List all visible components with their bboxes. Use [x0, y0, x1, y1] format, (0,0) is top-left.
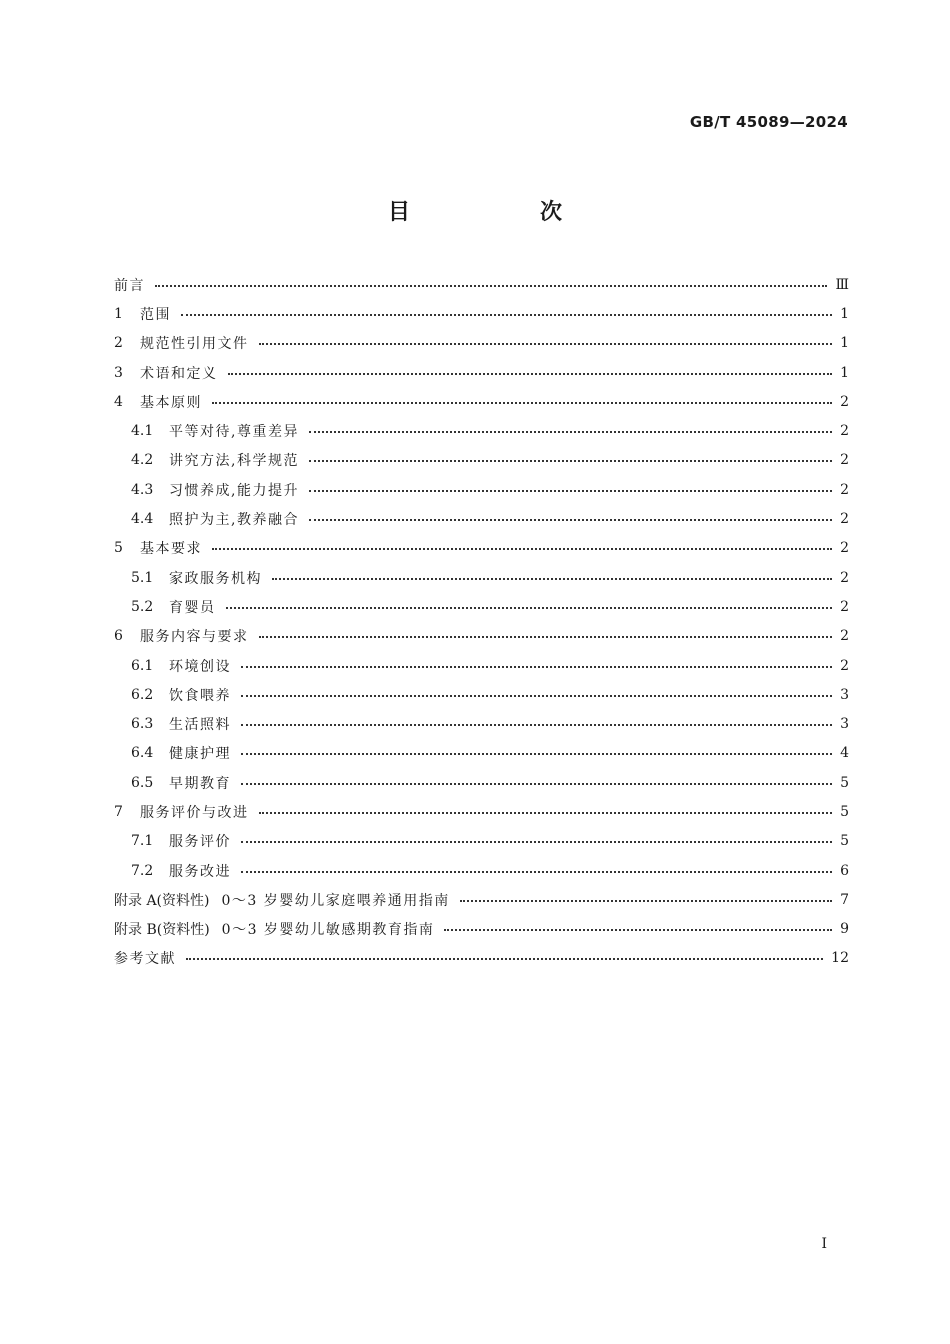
toc-entry-page: 2: [840, 540, 849, 557]
toc-entry-number: 6.3: [131, 716, 154, 733]
toc-dot-leader: [241, 841, 832, 843]
toc-dot-leader: [259, 343, 833, 345]
toc-entry-title: 基本要求: [140, 541, 202, 558]
toc-entry[interactable]: [114, 446, 849, 475]
toc-entry[interactable]: [114, 651, 849, 680]
toc-entry-number: 5: [114, 540, 123, 557]
toc-dot-leader: [444, 929, 832, 931]
toc-entry[interactable]: [114, 856, 849, 885]
toc-entry-page: 2: [840, 657, 849, 674]
toc-entry-title: 讲究方法,科学规范: [169, 453, 299, 470]
toc-dot-leader: [241, 666, 832, 668]
toc-entry-page: Ⅲ: [835, 276, 849, 293]
toc-dot-leader: [155, 285, 827, 287]
toc-entry-number: 6.5: [131, 774, 154, 791]
toc-entry[interactable]: [114, 563, 849, 592]
toc-dot-leader: [241, 871, 832, 873]
toc-entry[interactable]: [114, 885, 849, 914]
toc-entry[interactable]: [114, 534, 849, 563]
toc-dot-leader: [186, 958, 823, 960]
toc-dot-leader: [226, 607, 833, 609]
toc-dot-leader: [241, 695, 832, 697]
toc-entry-title: 育婴员: [169, 599, 216, 616]
toc-entry-title: 家政服务机构: [169, 570, 262, 587]
toc-entry[interactable]: [114, 358, 849, 387]
toc-entry-number: 6: [114, 628, 123, 645]
toc-entry[interactable]: [114, 592, 849, 621]
toc-entry-number: 1: [114, 305, 123, 322]
toc-entry-number: 7.1: [131, 833, 154, 850]
toc-dot-leader: [212, 402, 832, 404]
toc-entry-number: 4.2: [131, 452, 154, 469]
toc-entry-title: 饮食喂养: [169, 687, 231, 704]
toc-entry-number: 6.2: [131, 686, 154, 703]
toc-entry-page: 7: [840, 891, 849, 908]
toc-entry-page: 4: [840, 745, 849, 762]
toc-entry-title: 服务改进: [169, 863, 231, 880]
page-number: I: [821, 1236, 827, 1252]
toc-entry-page: 5: [840, 803, 849, 820]
toc-dot-leader: [259, 636, 833, 638]
toc-entry-page: 5: [840, 833, 849, 850]
toc-entry-page: 2: [840, 628, 849, 645]
toc-entry-number: 5.1: [131, 569, 154, 586]
toc-entry-number: 6.4: [131, 745, 154, 762]
toc-entry-title: 0～3 岁婴幼儿家庭喂养通用指南: [221, 892, 450, 909]
toc-entry-title: 术语和定义: [140, 365, 218, 382]
toc-entry-number: 7: [114, 803, 123, 820]
toc-dot-leader: [309, 490, 832, 492]
toc-entry-page: 3: [840, 686, 849, 703]
toc-entry[interactable]: [114, 680, 849, 709]
toc-entry-number: 4: [114, 393, 123, 410]
standard-code: GB/T 45089—2024: [689, 113, 848, 131]
toc-entry-page: 2: [840, 511, 849, 528]
toc-entry-page: 2: [840, 452, 849, 469]
toc-dot-leader: [241, 753, 832, 755]
toc-entry-number: 附录 A(资料性): [114, 892, 210, 909]
toc-entry-number: 2: [114, 335, 123, 352]
toc-dot-leader: [309, 460, 832, 462]
toc-entry-title: 参考文献: [114, 951, 176, 968]
toc-entry-page: 2: [840, 481, 849, 498]
toc-entry-title: 习惯养成,能力提升: [169, 482, 299, 499]
toc-entry-title: 基本原则: [140, 394, 202, 411]
toc-dot-leader: [241, 724, 832, 726]
toc-dot-leader: [259, 812, 833, 814]
toc-entry-page: 2: [840, 393, 849, 410]
toc-entry-title: 服务内容与要求: [140, 629, 249, 646]
toc-entry-title: 平等对待,尊重差异: [169, 424, 299, 441]
toc-entry[interactable]: [114, 915, 849, 944]
toc-entry[interactable]: [114, 827, 849, 856]
toc-entry[interactable]: [114, 709, 849, 738]
toc-entry-page: 2: [840, 598, 849, 615]
toc-entry-number: 4.3: [131, 481, 154, 498]
toc-dot-leader: [181, 314, 832, 316]
toc-entry[interactable]: [114, 475, 849, 504]
toc-entry-page: 1: [840, 335, 849, 352]
toc-entry[interactable]: [114, 739, 849, 768]
toc-entry-page: 3: [840, 716, 849, 733]
toc-entry-page: 1: [840, 364, 849, 381]
toc-entry[interactable]: [114, 416, 849, 445]
toc-entry-title: 前言: [114, 277, 145, 294]
toc-entry-page: 12: [831, 950, 849, 967]
toc-entry-title: 范围: [140, 306, 171, 323]
toc-entry-title: 生活照料: [169, 717, 231, 734]
toc-entry-number: 4.4: [131, 511, 154, 528]
toc-entry-page: 5: [840, 774, 849, 791]
toc-entry-title: 0～3 岁婴幼儿敏感期教育指南: [221, 922, 435, 939]
toc-dot-leader: [272, 578, 832, 580]
toc-entry-number: 6.1: [131, 657, 154, 674]
toc-entry[interactable]: [114, 329, 849, 358]
toc-entry-page: 1: [840, 305, 849, 322]
toc-dot-leader: [212, 548, 832, 550]
toc-dot-leader: [309, 431, 832, 433]
toc-entry[interactable]: [114, 270, 849, 299]
page-title: 目 次: [387, 200, 616, 225]
toc-entry-page: 9: [840, 921, 849, 938]
toc-entry-title: 服务评价与改进: [140, 804, 249, 821]
toc-entry[interactable]: [114, 622, 849, 651]
toc-entry-page: 2: [840, 423, 849, 440]
toc-entry-number: 4.1: [131, 423, 154, 440]
toc-entry[interactable]: [114, 387, 849, 416]
toc-entry-title: 规范性引用文件: [140, 336, 249, 353]
toc-entry-page: 6: [840, 862, 849, 879]
table-of-contents: [114, 270, 849, 973]
toc-entry[interactable]: [114, 944, 849, 973]
toc-entry-number: 7.2: [131, 862, 154, 879]
toc-entry[interactable]: [114, 299, 849, 328]
toc-entry-number: 5.2: [131, 598, 154, 615]
toc-entry-page: 2: [840, 569, 849, 586]
toc-dot-leader: [228, 373, 833, 375]
toc-entry-number: 3: [114, 364, 123, 381]
toc-dot-leader: [241, 783, 832, 785]
toc-entry-title: 早期教育: [169, 775, 231, 792]
toc-dot-leader: [309, 519, 832, 521]
toc-entry-number: 附录 B(资料性): [114, 922, 210, 939]
toc-entry-title: 环境创设: [169, 658, 231, 675]
toc-entry[interactable]: [114, 768, 849, 797]
toc-entry[interactable]: [114, 797, 849, 826]
toc-entry-title: 照护为主,教养融合: [169, 512, 299, 529]
toc-dot-leader: [460, 900, 832, 902]
toc-entry-title: 健康护理: [169, 746, 231, 763]
toc-entry[interactable]: [114, 504, 849, 533]
toc-entry-title: 服务评价: [169, 834, 231, 851]
